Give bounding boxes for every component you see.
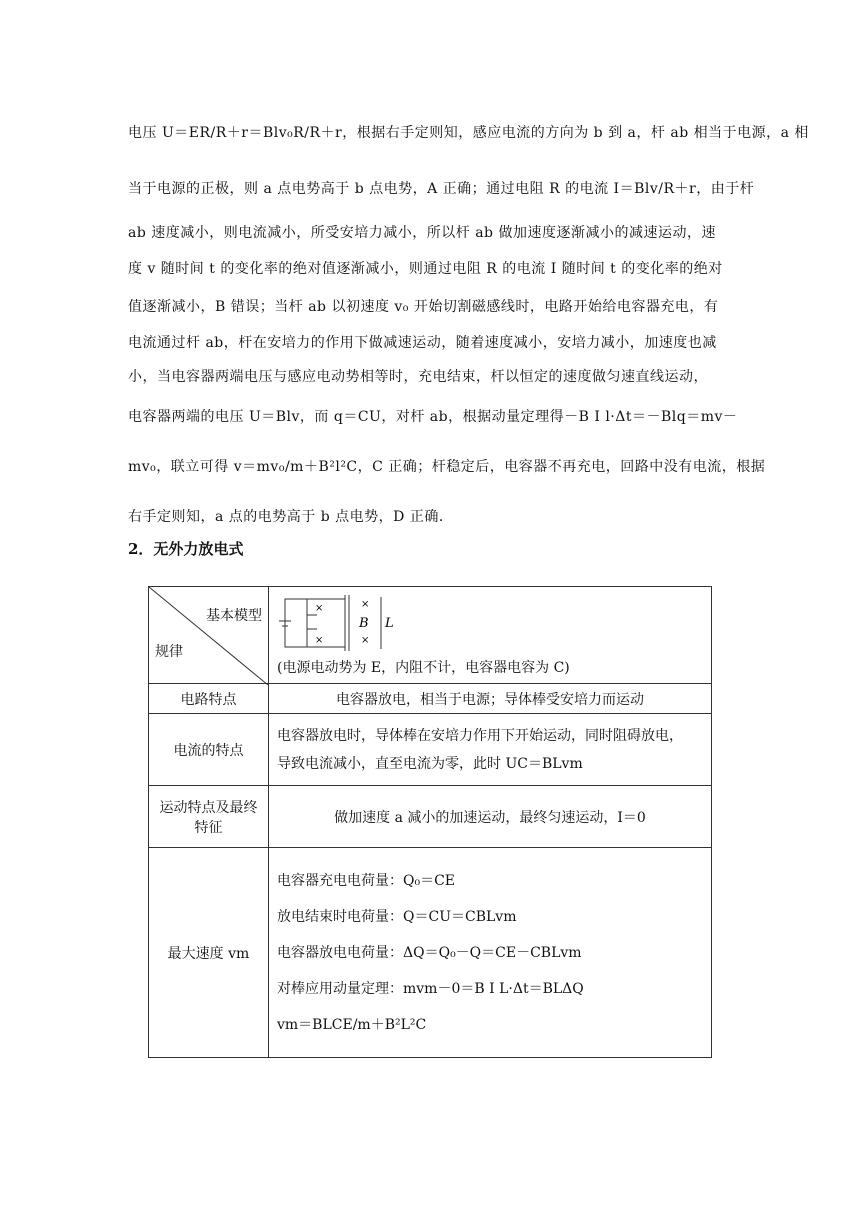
para-line-10: 右手定则知，a 点的电势高于 b 点电势，D 正确． <box>128 509 454 525</box>
header-diagonal-cell <box>149 587 269 684</box>
para-line-6: 电流通过杆 ab，杆在安培力的作用下做减速运动，随着速度减小，安培力减小，加速度也减 <box>128 335 717 351</box>
row-content-current <box>269 714 712 786</box>
table-row <box>149 714 712 786</box>
diagonal-line <box>149 587 268 685</box>
para-line-7: 小，当电容器两端电压与感应电动势相等时，充电结束，杆以恒定的速度做匀速直线运动， <box>128 369 708 385</box>
label-b: B <box>359 616 369 631</box>
table-row <box>149 786 712 848</box>
label-l: L <box>385 616 394 631</box>
row-label-motion: 运动特点及最终特征 <box>149 786 269 848</box>
header-top-label: 基本模型 <box>206 608 262 624</box>
section-title: 2．无外力放电式 <box>128 540 244 558</box>
para-line-9: mv₀，联立可得 v＝mv₀/m＋B²l²C，C 正确；杆稳定后，电容器不再充电，回路中没有电流，根据 <box>128 459 766 475</box>
header-bottom-label: 规律 <box>155 644 183 660</box>
table-row <box>149 848 712 1058</box>
current-line-1: 电容器放电时，导体棒在安培力作用下开始运动，同时阻碍放电， <box>277 727 683 744</box>
field-x-2: × <box>315 635 324 646</box>
max-item-1: 电容器充电电荷量：Q₀＝CE <box>277 872 456 889</box>
row-content-motion: 做加速度 a 减小的加速运动，最终匀速运动，I＝0 <box>269 786 712 848</box>
field-x-3: × <box>361 599 370 610</box>
row-label-max-speed: 最大速度 vm <box>149 848 269 1058</box>
model-table <box>148 586 712 1058</box>
row-label-circuit: 电路特点 <box>149 684 269 714</box>
para-line-8: 电容器两端的电压 U＝Blv，而 q＝CU，对杆 ab，根据动量定理得－B I l·Δt＝－Blq＝mv－ <box>128 409 738 425</box>
para-line-1: 电压 U＝ER/R＋r＝Blv₀R/R＋r，根据右手定则知，感应电流的方向为 b 到 a，杆 ab 相当于电源，a 相 <box>128 125 809 141</box>
para-line-4: 度 v 随时间 t 的变化率的绝对值逐渐减小，则通过电阻 R 的电流 I 随时间 t 的变化率的绝对 <box>128 261 723 277</box>
row-content-circuit: 电容器放电，相当于电源；导体棒受安培力而运动 <box>269 684 712 714</box>
field-x-4: × <box>361 635 370 646</box>
table-row <box>149 684 712 714</box>
row-content-max-speed <box>269 848 712 1058</box>
para-line-3: ab 速度减小，则电流减小，所受安培力减小，所以杆 ab 做加速度逐渐减小的减速运动，速 <box>128 225 716 241</box>
max-item-3: 电容器放电电荷量：ΔQ＝Q₀－Q＝CE－CBLvm <box>277 944 582 961</box>
model-cell <box>269 587 712 684</box>
model-caption: (电源电动势为 E，内阻不计，电容器电容为 C) <box>277 660 570 676</box>
max-item-2: 放电结束时电荷量：Q＝CU＝CBLvm <box>277 908 517 925</box>
para-line-5: 值逐渐减小，B 错误；当杆 ab 以初速度 v₀ 开始切割磁感线时，电路开始给电容器充电，有 <box>128 299 719 315</box>
circuit-diagram <box>277 593 417 653</box>
current-line-2: 导致电流减小，直至电流为零，此时 UC＝BLvm <box>277 755 583 772</box>
field-x-1: × <box>315 603 324 614</box>
max-item-4: 对棒应用动量定理：mvm－0＝B I L·Δt＝BLΔQ <box>277 980 584 997</box>
row-label-current: 电流的特点 <box>149 714 269 786</box>
para-line-2: 当于电源的正极，则 a 点电势高于 b 点电势，A 正确；通过电阻 R 的电流 I＝Blv/R＋r，由于杆 <box>128 181 755 197</box>
table-header-row <box>149 587 712 684</box>
max-item-5: vm＝BLCE/m＋B²L²C <box>277 1016 427 1033</box>
